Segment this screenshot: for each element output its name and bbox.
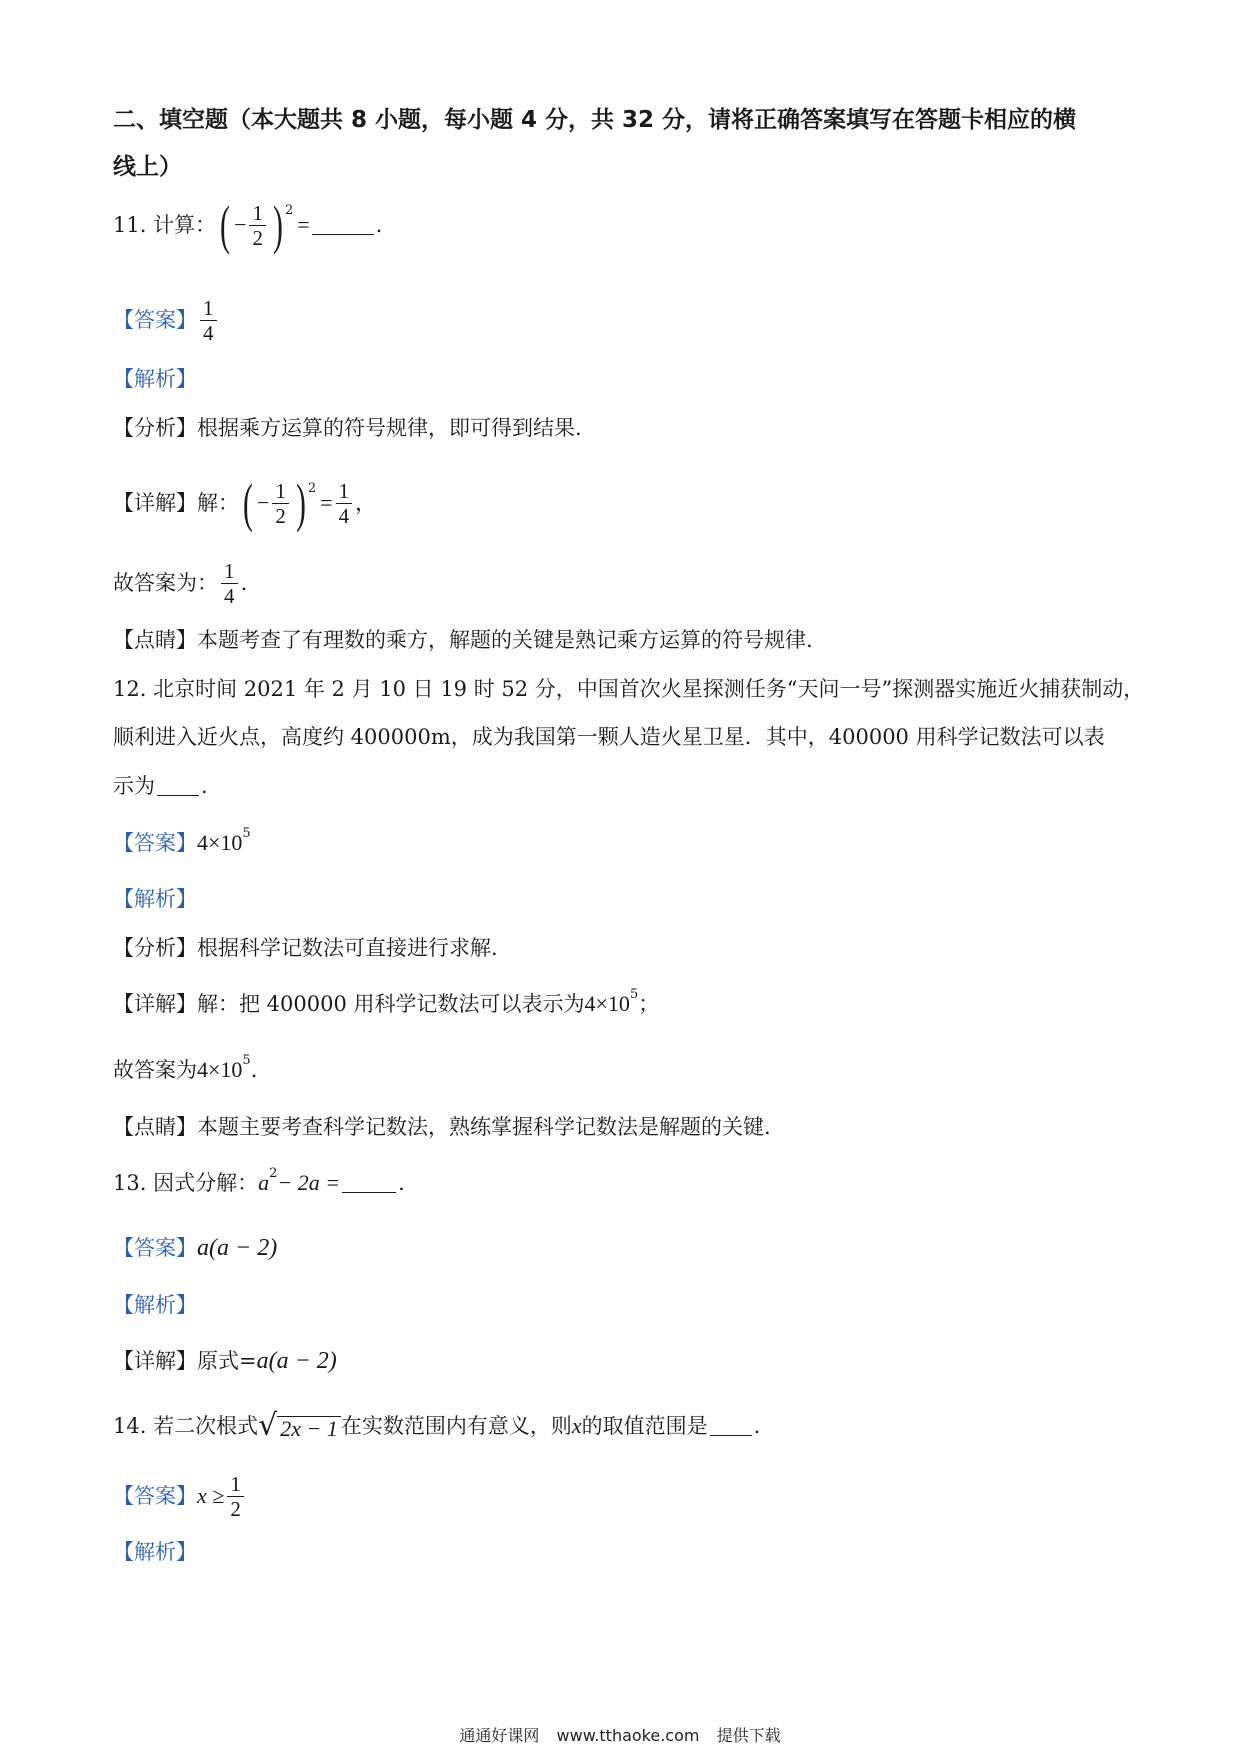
answer-label: 【答案】	[113, 1484, 197, 1508]
q12-answer	[113, 828, 251, 858]
q12-dianjing-text: 本题主要考查科学记数法，熟练掌握科学记数法是解题的关键.	[197, 1115, 771, 1139]
question-13	[113, 1168, 405, 1198]
q11-xiangjie-denominator: 2	[272, 503, 289, 528]
left-paren-icon: (	[220, 195, 231, 255]
q11-xiangjie-result-numerator: 1	[338, 478, 350, 503]
answer-label: 【答案】	[113, 308, 197, 332]
analysis-label: 【解析】	[113, 367, 197, 391]
analysis-label: 【解析】	[113, 1293, 197, 1317]
q11-result-period: .	[240, 571, 248, 595]
q11-fenxi-text: 根据乘方运算的符号规律，即可得到结果.	[197, 416, 582, 440]
q14-prefix: 14. 若二次根式	[113, 1414, 259, 1438]
q11-exponent: 2	[284, 203, 294, 218]
q11-fraction	[249, 201, 266, 250]
q11-period: .	[375, 213, 383, 237]
q12-result-base: 4×10	[197, 1057, 243, 1082]
q13-xiangjie	[113, 1346, 337, 1376]
q11-prefix: 11. 计算：	[113, 213, 217, 237]
left-paren-icon: (	[243, 473, 253, 533]
q12-analysis-label	[113, 884, 197, 914]
footer-site-name: 通通好课网	[459, 1726, 540, 1745]
q13-xiangjie-prefix: 原式=	[197, 1349, 257, 1373]
section-title-line1: 二、填空题（本大题共 8 小题，每小题 4 分，共 32 分，请将正确答案填写在答题卡相应的横	[113, 107, 1077, 133]
q11-xiangjie-fraction	[272, 479, 289, 528]
q12-fenxi	[113, 933, 498, 963]
q12-answer-blank	[157, 777, 199, 796]
question-11	[113, 195, 383, 255]
q11-xiangjie	[113, 475, 376, 531]
q14-radicand: 2x − 1	[277, 1416, 341, 1441]
q12-result-exponent: 5	[242, 1053, 251, 1068]
q13-expr-exponent: 2	[269, 1166, 278, 1181]
analysis-label: 【解析】	[113, 1540, 197, 1564]
q14-answer-blank	[710, 1417, 752, 1436]
q11-xiangjie-prefix: 解：	[197, 491, 239, 515]
q11-denominator: 2	[249, 225, 266, 250]
q13-analysis-label	[113, 1290, 197, 1320]
q12-xiangjie	[113, 989, 659, 1019]
dianjing-label: 【点睛】	[113, 1115, 197, 1139]
q14-answer-fraction	[227, 1472, 244, 1521]
answer-label: 【答案】	[113, 1236, 197, 1260]
q14-answer-numerator: 1	[230, 1471, 241, 1496]
q14-answer	[113, 1468, 247, 1524]
q12-answer-base: 4×10	[197, 830, 243, 855]
radical-icon: √	[258, 1408, 278, 1443]
q11-xiangjie-result-denominator: 4	[336, 503, 353, 528]
q11-dianjing	[113, 625, 813, 655]
q11-equals: =	[297, 212, 310, 237]
q11-answer-numerator: 1	[203, 295, 214, 320]
q11-dianjing-text: 本题考查了有理数的乘方，解题的关键是熟记乘方运算的符号规律.	[197, 628, 813, 652]
q11-minus: −	[234, 212, 247, 237]
q11-answer	[113, 292, 220, 348]
right-paren-icon: )	[273, 195, 283, 255]
xiangjie-label: 【详解】	[113, 1349, 197, 1373]
q11-result-numerator: 1	[224, 558, 235, 583]
q14-answer-lhs: x ≥	[197, 1483, 225, 1508]
q11-answer-blank	[312, 216, 374, 235]
q12-line3	[113, 771, 208, 801]
q14-analysis-label	[113, 1537, 197, 1567]
xiangjie-label: 【详解】	[113, 491, 197, 515]
dianjing-label: 【点睛】	[113, 628, 197, 652]
q13-xiangjie-expr: a(a − 2)	[256, 1348, 337, 1374]
section-title-line2: 线上）	[113, 154, 182, 180]
fenxi-label: 【分析】	[113, 936, 197, 960]
q11-fenxi	[113, 413, 582, 443]
q12-fenxi-text: 根据科学记数法可直接进行求解.	[197, 936, 498, 960]
q12-result-suffix: .	[250, 1058, 258, 1082]
q13-expr-rest: − 2a =	[277, 1170, 341, 1195]
q11-analysis-label	[113, 364, 197, 394]
q14-period: .	[753, 1414, 761, 1438]
footer-note: 提供下载	[716, 1726, 781, 1745]
question-14	[113, 1408, 761, 1443]
q14-sqrt	[258, 1408, 341, 1443]
q11-xiangjie-exponent: 2	[307, 481, 317, 496]
q13-answer	[113, 1233, 277, 1263]
q11-xiangjie-equals: =	[320, 490, 333, 515]
q12-result	[113, 1055, 257, 1085]
q13-answer-blank	[342, 1174, 396, 1193]
q13-expr-a: a	[258, 1170, 270, 1195]
footer-url[interactable]: www.tthaoke.com	[556, 1726, 700, 1745]
q11-result	[113, 555, 247, 611]
q14-middle: 在实数范围内有意义，则	[340, 1414, 572, 1438]
q12-line3-prefix: 示为	[113, 774, 155, 798]
q11-result-prefix: 故答案为：	[113, 571, 218, 595]
q12-xiangjie-base: 4×10	[584, 991, 630, 1016]
q14-answer-denominator: 2	[227, 1496, 244, 1521]
q13-prefix: 13. 因式分解：	[113, 1171, 259, 1195]
q12-xiangjie-prefix: 解：把 400000 用科学记数法可以表示为	[197, 992, 585, 1016]
page-footer	[0, 1723, 1240, 1746]
analysis-label: 【解析】	[113, 887, 197, 911]
fenxi-label: 【分析】	[113, 416, 197, 440]
q11-result-fraction	[221, 559, 238, 608]
q11-xiangjie-minus: −	[256, 490, 270, 515]
q14-suffix: 的取值范围是	[581, 1414, 708, 1438]
q12-line2: 顺利进入近火点，高度约 400000m，成为我国第一颗人造火星卫星．其中，400000 用科学记数法可以表	[113, 725, 1105, 749]
q11-answer-denominator: 4	[200, 320, 217, 345]
q11-result-denominator: 4	[221, 583, 238, 608]
q11-xiangjie-comma: ，	[355, 491, 377, 515]
q13-period: .	[398, 1171, 405, 1195]
q12-answer-exponent: 5	[242, 826, 251, 841]
xiangjie-label: 【详解】	[113, 992, 197, 1016]
answer-label: 【答案】	[113, 831, 197, 855]
q13-answer-expr: a(a − 2)	[197, 1235, 278, 1261]
q12-result-prefix: 故答案为	[113, 1058, 197, 1082]
q11-answer-fraction	[200, 296, 217, 345]
right-paren-icon: )	[295, 473, 306, 533]
q14-var: x	[571, 1413, 582, 1438]
q12-xiangjie-exponent: 5	[629, 987, 639, 1002]
q12-line1: 12. 北京时间 2021 年 2 月 10 日 19 时 52 分，中国首次火星探测任务“天问一号”探测器实施近火捕获制动，	[113, 677, 1145, 701]
q12-line3-suffix: .	[201, 774, 208, 798]
q12-xiangjie-suffix: ；	[638, 992, 660, 1016]
q11-numerator: 1	[252, 200, 263, 225]
q11-xiangjie-numerator: 1	[275, 478, 286, 503]
q11-xiangjie-result-fraction	[336, 479, 353, 528]
q12-dianjing	[113, 1112, 771, 1142]
